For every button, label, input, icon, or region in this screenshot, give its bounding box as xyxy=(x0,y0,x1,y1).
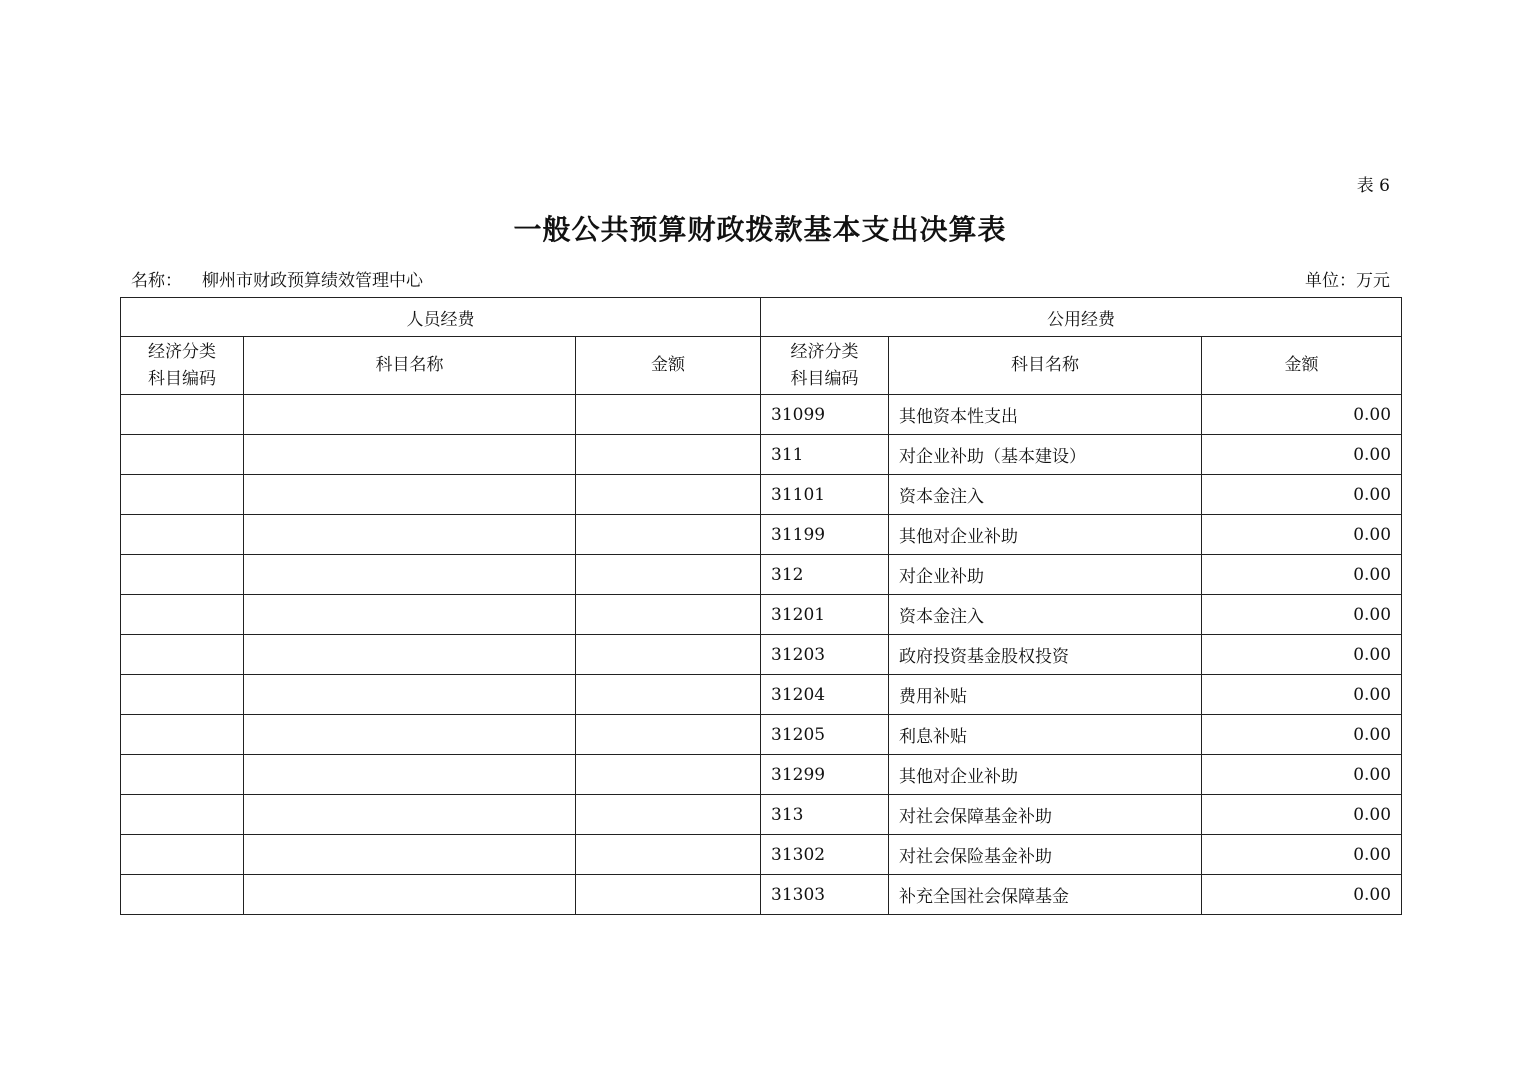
personnel-name-cell xyxy=(244,475,576,515)
col-header-code-line2: 科目编码 xyxy=(148,368,216,389)
public-name-cell: 资本金注入 xyxy=(889,595,1202,635)
public-code-cell: 31201 xyxy=(761,595,889,635)
public-code-cell: 312 xyxy=(761,555,889,595)
public-amount-cell: 0.00 xyxy=(1202,395,1402,435)
public-code-cell: 31101 xyxy=(761,475,889,515)
group-personnel: 人员经费 xyxy=(121,298,761,337)
public-code-cell: 31302 xyxy=(761,835,889,875)
public-name-cell: 补充全国社会保障基金 xyxy=(889,875,1202,915)
personnel-code-cell xyxy=(121,555,244,595)
col-header-name: 科目名称 xyxy=(244,337,576,395)
personnel-name-cell xyxy=(244,875,576,915)
table-row xyxy=(121,435,1402,475)
col-header-code xyxy=(761,337,889,395)
public-name-cell: 利息补贴 xyxy=(889,715,1202,755)
public-code-cell: 31299 xyxy=(761,755,889,795)
public-amount-cell: 0.00 xyxy=(1202,675,1402,715)
column-header-row xyxy=(121,337,1402,395)
public-code-cell: 311 xyxy=(761,435,889,475)
table-row xyxy=(121,675,1402,715)
public-code-cell: 31205 xyxy=(761,715,889,755)
personnel-code-cell xyxy=(121,635,244,675)
personnel-amount-cell xyxy=(576,435,761,475)
personnel-amount-cell xyxy=(576,595,761,635)
table-row xyxy=(121,635,1402,675)
public-code-cell: 31099 xyxy=(761,395,889,435)
public-code-cell: 31303 xyxy=(761,875,889,915)
personnel-amount-cell xyxy=(576,835,761,875)
personnel-code-cell xyxy=(121,795,244,835)
personnel-name-cell xyxy=(244,595,576,635)
personnel-amount-cell xyxy=(576,635,761,675)
public-name-cell: 对社会保险基金补助 xyxy=(889,835,1202,875)
col-header-code xyxy=(121,337,244,395)
personnel-code-cell xyxy=(121,515,244,555)
public-amount-cell: 0.00 xyxy=(1202,755,1402,795)
public-amount-cell: 0.00 xyxy=(1202,515,1402,555)
public-amount-cell: 0.00 xyxy=(1202,555,1402,595)
public-name-cell: 其他对企业补助 xyxy=(889,515,1202,555)
group-header-row xyxy=(121,298,1402,337)
org-name: 柳州市财政预算绩效管理中心 xyxy=(202,271,423,291)
personnel-name-cell xyxy=(244,395,576,435)
unit-label: 单位：万元 xyxy=(1305,271,1390,291)
table-row xyxy=(121,555,1402,595)
personnel-name-cell xyxy=(244,715,576,755)
personnel-name-cell xyxy=(244,795,576,835)
public-code-cell: 31199 xyxy=(761,515,889,555)
public-name-cell: 对企业补助（基本建设） xyxy=(889,435,1202,475)
public-amount-cell: 0.00 xyxy=(1202,875,1402,915)
col-header-name: 科目名称 xyxy=(889,337,1202,395)
table-number: 表 6 xyxy=(1356,176,1390,196)
group-public: 公用经费 xyxy=(761,298,1402,337)
public-amount-cell: 0.00 xyxy=(1202,795,1402,835)
personnel-amount-cell xyxy=(576,675,761,715)
personnel-name-cell xyxy=(244,515,576,555)
public-name-cell: 对社会保障基金补助 xyxy=(889,795,1202,835)
personnel-amount-cell xyxy=(576,475,761,515)
personnel-amount-cell xyxy=(576,515,761,555)
table-row xyxy=(121,475,1402,515)
personnel-name-cell xyxy=(244,435,576,475)
table-row xyxy=(121,595,1402,635)
personnel-code-cell xyxy=(121,875,244,915)
personnel-code-cell xyxy=(121,675,244,715)
personnel-amount-cell xyxy=(576,555,761,595)
personnel-code-cell xyxy=(121,835,244,875)
personnel-code-cell xyxy=(121,715,244,755)
table-row xyxy=(121,755,1402,795)
public-name-cell: 对企业补助 xyxy=(889,555,1202,595)
col-header-amount: 金额 xyxy=(1202,337,1402,395)
personnel-name-cell xyxy=(244,755,576,795)
col-header-code-line1: 经济分类 xyxy=(790,341,859,362)
personnel-amount-cell xyxy=(576,875,761,915)
public-name-cell: 政府投资基金股权投资 xyxy=(889,635,1202,675)
public-name-cell: 其他资本性支出 xyxy=(889,395,1202,435)
public-amount-cell: 0.00 xyxy=(1202,435,1402,475)
table-row xyxy=(121,835,1402,875)
personnel-code-cell xyxy=(121,755,244,795)
public-code-cell: 31204 xyxy=(761,675,889,715)
public-amount-cell: 0.00 xyxy=(1202,715,1402,755)
col-header-amount: 金额 xyxy=(576,337,761,395)
table-row xyxy=(121,795,1402,835)
personnel-code-cell xyxy=(121,475,244,515)
public-name-cell: 资本金注入 xyxy=(889,475,1202,515)
personnel-code-cell xyxy=(121,595,244,635)
public-amount-cell: 0.00 xyxy=(1202,475,1402,515)
table-row xyxy=(121,875,1402,915)
personnel-code-cell xyxy=(121,395,244,435)
table-row xyxy=(121,515,1402,555)
budget-table xyxy=(120,297,1402,915)
public-name-cell: 其他对企业补助 xyxy=(889,755,1202,795)
personnel-code-cell xyxy=(121,435,244,475)
personnel-name-cell xyxy=(244,635,576,675)
document-title: 一般公共预算财政拨款基本支出决算表 xyxy=(513,213,1007,246)
personnel-name-cell xyxy=(244,835,576,875)
org-line xyxy=(131,266,423,291)
col-header-code-line2: 科目编码 xyxy=(790,368,859,389)
personnel-amount-cell xyxy=(576,715,761,755)
public-name-cell: 费用补贴 xyxy=(889,675,1202,715)
public-amount-cell: 0.00 xyxy=(1202,835,1402,875)
col-header-code-line1: 经济分类 xyxy=(148,341,216,362)
public-amount-cell: 0.00 xyxy=(1202,595,1402,635)
org-label: 名称： xyxy=(131,271,182,291)
personnel-amount-cell xyxy=(576,755,761,795)
public-amount-cell: 0.00 xyxy=(1202,635,1402,675)
public-code-cell: 313 xyxy=(761,795,889,835)
personnel-amount-cell xyxy=(576,395,761,435)
table-row xyxy=(121,395,1402,435)
personnel-amount-cell xyxy=(576,795,761,835)
personnel-name-cell xyxy=(244,675,576,715)
public-code-cell: 31203 xyxy=(761,635,889,675)
table-row xyxy=(121,715,1402,755)
personnel-name-cell xyxy=(244,555,576,595)
